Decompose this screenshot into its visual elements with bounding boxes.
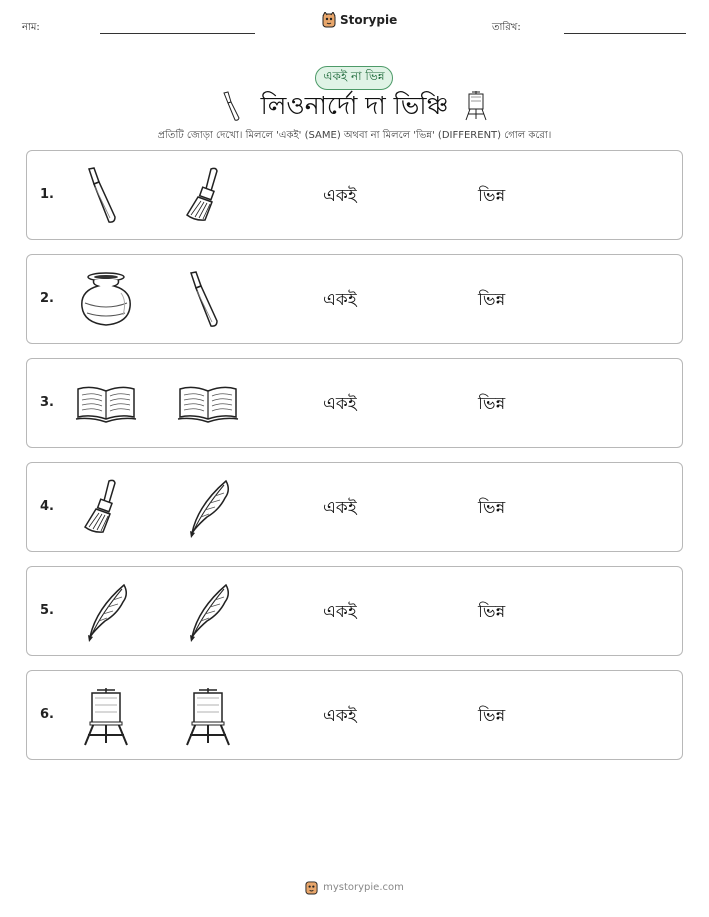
footer-url[interactable]: mystorypie.com: [323, 882, 404, 893]
brand-name: Storypie: [340, 13, 398, 27]
name-label: নাম:: [22, 22, 40, 33]
different-option[interactable]: ভিন্ন: [478, 706, 506, 726]
brand-logo: [322, 12, 397, 28]
same-option[interactable]: একই: [323, 394, 357, 414]
footer: [0, 880, 709, 895]
date-label: তারিখ:: [492, 22, 521, 33]
question-row: [26, 566, 683, 656]
same-option[interactable]: একই: [323, 602, 357, 622]
same-option[interactable]: একই: [323, 498, 357, 518]
same-option[interactable]: একই: [323, 706, 357, 726]
chisel-icon: [177, 269, 239, 331]
pot-icon: [75, 269, 137, 331]
storypie-mascot-icon: [322, 12, 336, 28]
book-icon: [75, 373, 137, 435]
quill-icon: [177, 581, 239, 643]
worksheet-type-badge: একই না ভিন্ন: [315, 66, 393, 90]
question-row: [26, 254, 683, 344]
storypie-mascot-icon: [305, 880, 318, 895]
different-option[interactable]: ভিন্ন: [478, 290, 506, 310]
question-row: [26, 150, 683, 240]
chisel-icon: [75, 165, 137, 227]
question-number: 5.: [40, 603, 54, 618]
book-icon: [177, 373, 239, 435]
same-option[interactable]: একই: [323, 186, 357, 206]
date-line[interactable]: [564, 33, 686, 34]
easel-icon: [462, 89, 490, 121]
question-row: [26, 358, 683, 448]
paintbrush-icon: [177, 165, 239, 227]
name-line[interactable]: [100, 33, 255, 34]
easel-icon: [75, 685, 137, 747]
instructions: প্রতিটি জোড়া দেখো। মিললে 'একই' (SAME) অথবা না মিললে 'ভিন্ন' (DIFFERENT) গোল করো।: [157, 130, 552, 141]
question-number: 2.: [40, 291, 54, 306]
question-number: 6.: [40, 707, 54, 722]
paintbrush-icon: [75, 477, 137, 539]
quill-icon: [75, 581, 137, 643]
page-title: লিওনার্দো দা ভিঞ্চি: [260, 91, 449, 120]
question-number: 1.: [40, 187, 54, 202]
question-row: [26, 670, 683, 760]
different-option[interactable]: ভিন্ন: [478, 394, 506, 414]
question-row: [26, 462, 683, 552]
quill-icon: [177, 477, 239, 539]
easel-icon: [177, 685, 239, 747]
different-option[interactable]: ভিন্ন: [478, 602, 506, 622]
same-option[interactable]: একই: [323, 290, 357, 310]
different-option[interactable]: ভিন্ন: [478, 498, 506, 518]
question-number: 3.: [40, 395, 54, 410]
question-number: 4.: [40, 499, 54, 514]
different-option[interactable]: ভিন্ন: [478, 186, 506, 206]
